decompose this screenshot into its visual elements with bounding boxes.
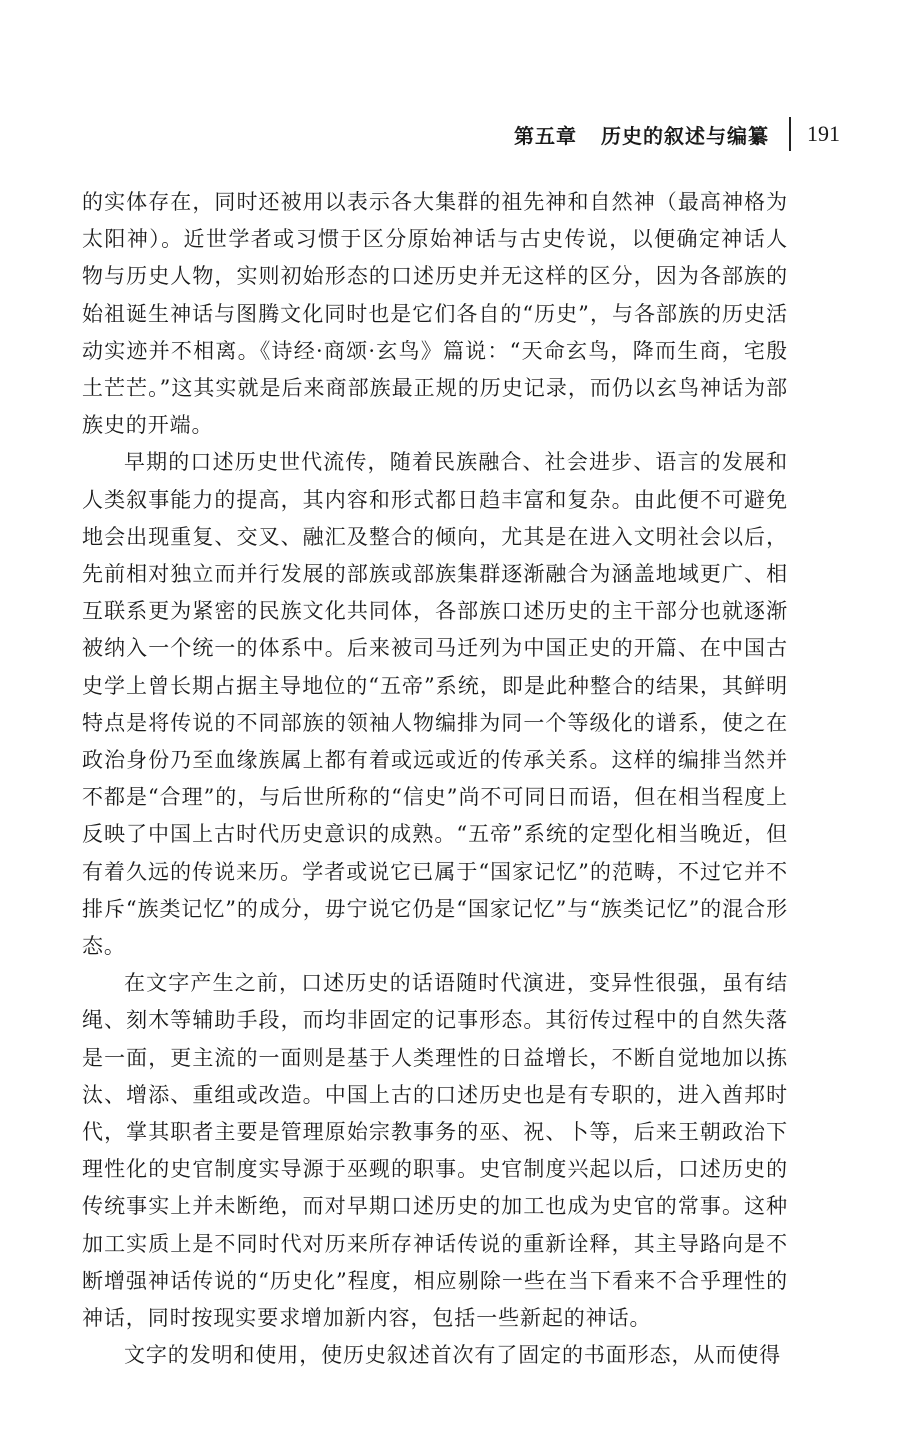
running-header xyxy=(514,116,840,152)
body-text xyxy=(82,184,788,1375)
paragraph: 在文字产生之前，口述历史的话语随时代演进，变异性很强，虽有结绳、刻木等辅助手段，而均非固定的记事形态。其衍传过程中的自然失落是一面，更主流的一面则是基于人类理性的日益增长，不断自觉地加以拣汰、增添、重组或改造。中国上古的口述历史也是有专职的，进入酋邦时代，掌其职者主要是管理原始宗教事务的巫、祝、卜等，后来王朝政治下理性化的史官制度实导源于巫觋的职事。史官制度兴起以后，口述历史的传统事实上并未断绝，而对早期口述历史的加工也成为史官的常事。这种加工实质上是不同时代对历来所存神话传说的重新诠释，其主导路向是不断增强神话传说的“历史化”程度，相应剔除一些在当下看来不合乎理性的神话，同时按现实要求增加新内容，包括一些新起的神话。 xyxy=(82,971,788,1331)
page-number: 191 xyxy=(807,121,840,146)
paragraph: 文字的发明和使用，使历史叙述首次有了固定的书面形态，从而使得 xyxy=(124,1343,781,1368)
chapter-title: 历史的叙述与编纂 xyxy=(601,123,769,148)
paragraph-continued: 的实体存在，同时还被用以表示各大集群的祖先神和自然神（最高神格为太阳神）。近世学者或习惯于区分原始神话与古史传说，以便确定神话人物与历史人物，实则初始形态的口述历史并无这样的区分，因为各部族的始祖诞生神话与图腾文化同时也是它们各自的“历史”，与各部族的历史活动实迹并不相离。《诗经·商颂·玄鸟》篇说：“天命玄鸟，降而生商，宅殷土芒芒。”这其实就是后来商部族最正规的历史记录，而仍以玄鸟神话为部族史的开端。 xyxy=(82,190,788,438)
chapter-label: 第五章 xyxy=(514,123,577,148)
header-divider xyxy=(789,117,791,151)
paragraph: 早期的口述历史世代流传，随着民族融合、社会进步、语言的发展和人类叙事能力的提高，其内容和形式都日趋丰富和复杂。由此便不可避免地会出现重复、交叉、融汇及整合的倾向，尤其是在进入文明社会以后，先前相对独立而并行发展的部族或部族集群逐渐融合为涵盖地域更广、相互联系更为紧密的民族文化共同体，各部族口述历史的主干部分也就逐渐被纳入一个统一的体系中。后来被司马迁列为中国正史的开篇、在中国古史学上曾长期占据主导地位的“五帝”系统，即是此种整合的结果，其鲜明特点是将传说的不同部族的领袖人物编排为同一个等级化的谱系，使之在政治身份乃至血缘族属上都有着或远或近的传承关系。这样的编排当然并不都是“合理”的，与后世所称的“信史”尚不可同日而语，但在相当程度上反映了中国上古时代历史意识的成熟。“五帝”系统的定型化相当晚近，但有着久远的传说来历。学者或说它已属于“国家记忆”的范畴，不过它并不排斥“族类记忆”的成分，毋宁说它仍是“国家记忆”与“族类记忆”的混合形态。 xyxy=(82,450,788,959)
